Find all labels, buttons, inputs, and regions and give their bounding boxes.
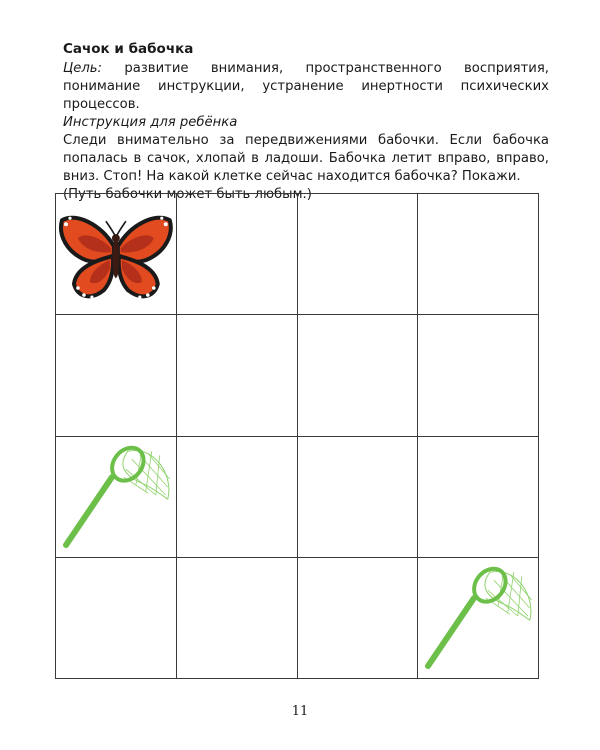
grid-cell-r4-c2[interactable]	[177, 558, 298, 679]
grid-cell-r2-c2[interactable]	[177, 315, 298, 436]
exercise-title: Сачок и бабочка	[63, 41, 194, 57]
grid-cell-r3-c1[interactable]	[56, 437, 177, 558]
page-number: 11	[291, 704, 309, 719]
grid-cell-r3-c4[interactable]	[418, 437, 539, 558]
instruction-heading: Инструкция для ребёнка	[63, 115, 238, 130]
grid-cell-r1-c3[interactable]	[298, 194, 419, 315]
exercise-text	[63, 40, 549, 204]
butterfly-net-icon	[418, 558, 538, 678]
grid-cell-r1-c1[interactable]	[56, 194, 177, 315]
grid-cell-r4-c1[interactable]	[56, 558, 177, 679]
goal-paragraph	[63, 60, 549, 114]
butterfly-net-icon	[56, 437, 176, 557]
grid-cell-r1-c2[interactable]	[177, 194, 298, 315]
game-grid	[55, 193, 539, 679]
butterfly-icon	[56, 194, 176, 314]
grid-cell-r3-c2[interactable]	[177, 437, 298, 558]
grid-cell-r2-c1[interactable]	[56, 315, 177, 436]
goal-label: Цель:	[63, 61, 102, 76]
grid-cell-r1-c4[interactable]	[418, 194, 539, 315]
instruction-text: Следи внимательно за передвижениями бабочки. Если бабочка попалась в сачок, хлопай в ладоши. Бабочка летит вправо, вправо, вниз. Стоп! На какой клетке сейчас находится бабочка? Покажи.	[63, 133, 549, 184]
note-text: (Путь бабочки может быть любым.)	[63, 187, 312, 202]
grid-cell-r2-c3[interactable]	[298, 315, 419, 436]
goal-text: развитие внимания, пространственного восприятия, понимание инструкции, устранение инертности психических процессов.	[63, 61, 549, 112]
grid-cell-r2-c4[interactable]	[418, 315, 539, 436]
grid-cell-r4-c3[interactable]	[298, 558, 419, 679]
grid-cell-r4-c4[interactable]	[418, 558, 539, 679]
grid-cell-r3-c3[interactable]	[298, 437, 419, 558]
